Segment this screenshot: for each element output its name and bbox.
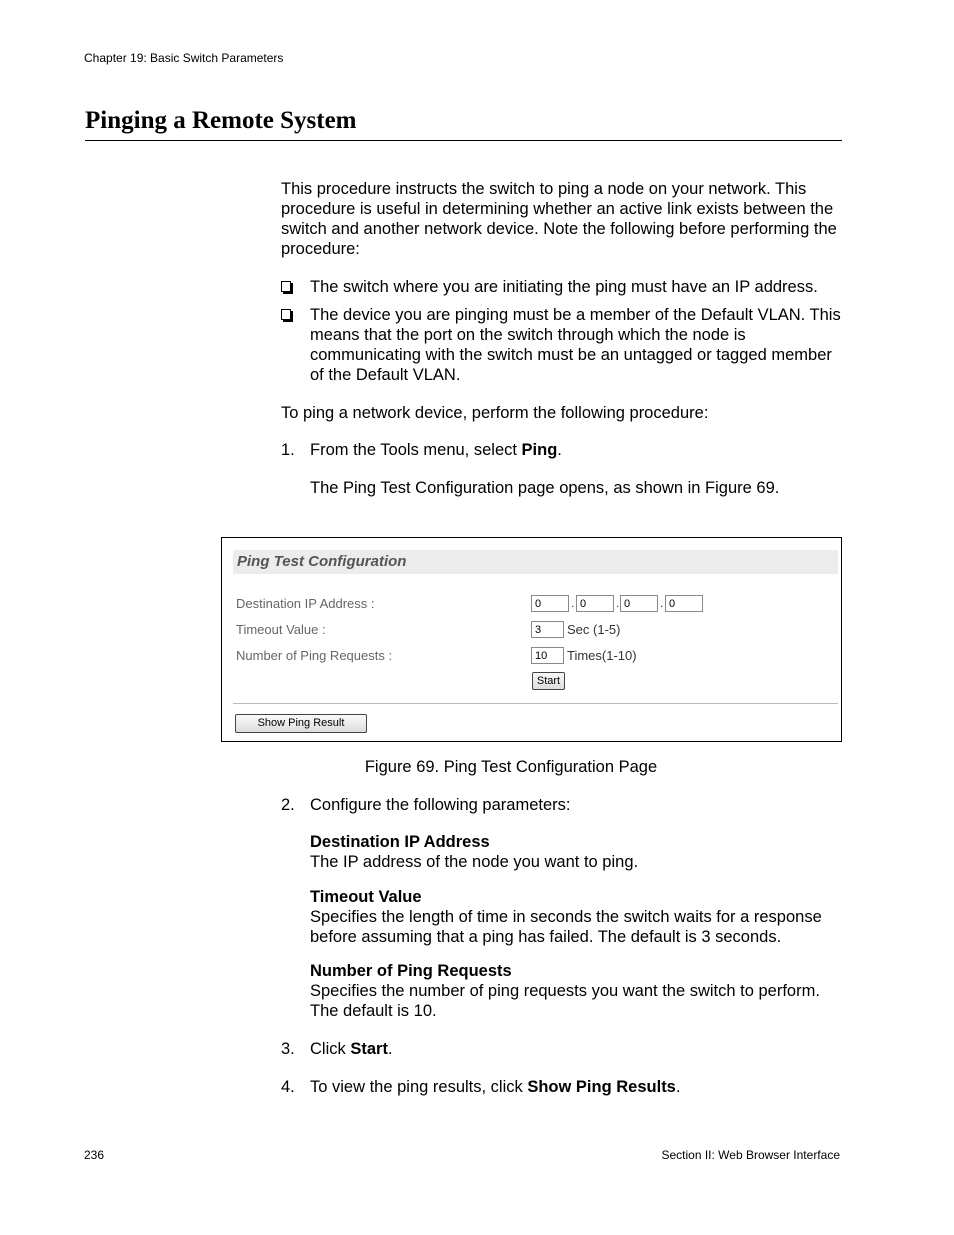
figure-caption: Figure 69. Ping Test Configuration Page [364,758,658,776]
timeout-unit: Sec (1-5) [567,622,621,637]
timeout-label: Timeout Value : [236,622,326,637]
ip-dot: . [571,596,575,610]
figure-panel-title: Ping Test Configuration [233,550,838,574]
ip-octet-4-input[interactable]: 0 [665,595,703,612]
ping-test-figure [221,537,842,742]
bullet-text: The switch where you are initiating the ping must have an IP address. [310,278,818,296]
param-name: Destination IP Address [310,833,490,851]
destination-ip-label: Destination IP Address : [236,596,375,611]
checkbox-bullet-icon [281,309,291,320]
ping-requests-input[interactable]: 10 [531,647,564,664]
ip-dot: . [660,596,664,610]
step-text: From the Tools menu, select Ping. [310,441,562,459]
ip-octet-3-input[interactable]: 0 [620,595,658,612]
start-button[interactable]: Start [532,672,565,690]
ping-requests-unit: Times(1-10) [567,648,637,663]
step-number: 4. [281,1078,295,1096]
checkbox-bullet-icon [281,281,291,292]
bullet-text: The device you are pinging must be a member of the Default VLAN. This means that the port on the switch through which the node is communicating with the switch must be an untagged or tagged member of the Default VLAN. [310,306,841,384]
running-header: Chapter 19: Basic Switch Parameters [84,51,284,65]
ip-octet-2-input[interactable]: 0 [576,595,614,612]
page-title: Pinging a Remote System [85,106,842,141]
page-number: 236 [84,1148,105,1162]
step-text: Configure the following parameters: [310,796,571,814]
show-ping-result-button[interactable]: Show Ping Result [235,714,367,733]
divider [233,703,838,704]
step-number: 3. [281,1040,295,1058]
step-text: Click Start. [310,1040,393,1058]
procedure-intro: To ping a network device, perform the following procedure: [281,404,709,422]
timeout-input[interactable]: 3 [531,621,564,638]
param-ping-requests [310,961,850,1021]
param-desc: Specifies the number of ping requests you want the switch to perform. The default is 10. [310,982,820,1020]
param-timeout [310,887,850,947]
ip-octet-1-input[interactable]: 0 [531,595,569,612]
section-footer: Section II: Web Browser Interface [661,1148,840,1162]
param-name: Number of Ping Requests [310,962,512,980]
param-desc: Specifies the length of time in seconds the switch waits for a response before assuming that a ping has failed. The default is 3 seconds. [310,908,822,946]
intro-paragraph: This procedure instructs the switch to ping a node on your network. This procedure is useful in determining whether an active link exists between the switch and another network device. Note the following before performing the procedure: [281,180,837,258]
ping-requests-label: Number of Ping Requests : [236,648,393,663]
param-destination-ip [310,832,850,872]
param-desc: The IP address of the node you want to ping. [310,853,639,871]
step-text: To view the ping results, click Show Ping Results. [310,1078,681,1096]
step-number: 2. [281,796,295,814]
step-1-note: The Ping Test Configuration page opens, as shown in Figure 69. [310,479,780,497]
param-name: Timeout Value [310,888,422,906]
ip-dot: . [616,596,620,610]
step-number: 1. [281,441,295,459]
